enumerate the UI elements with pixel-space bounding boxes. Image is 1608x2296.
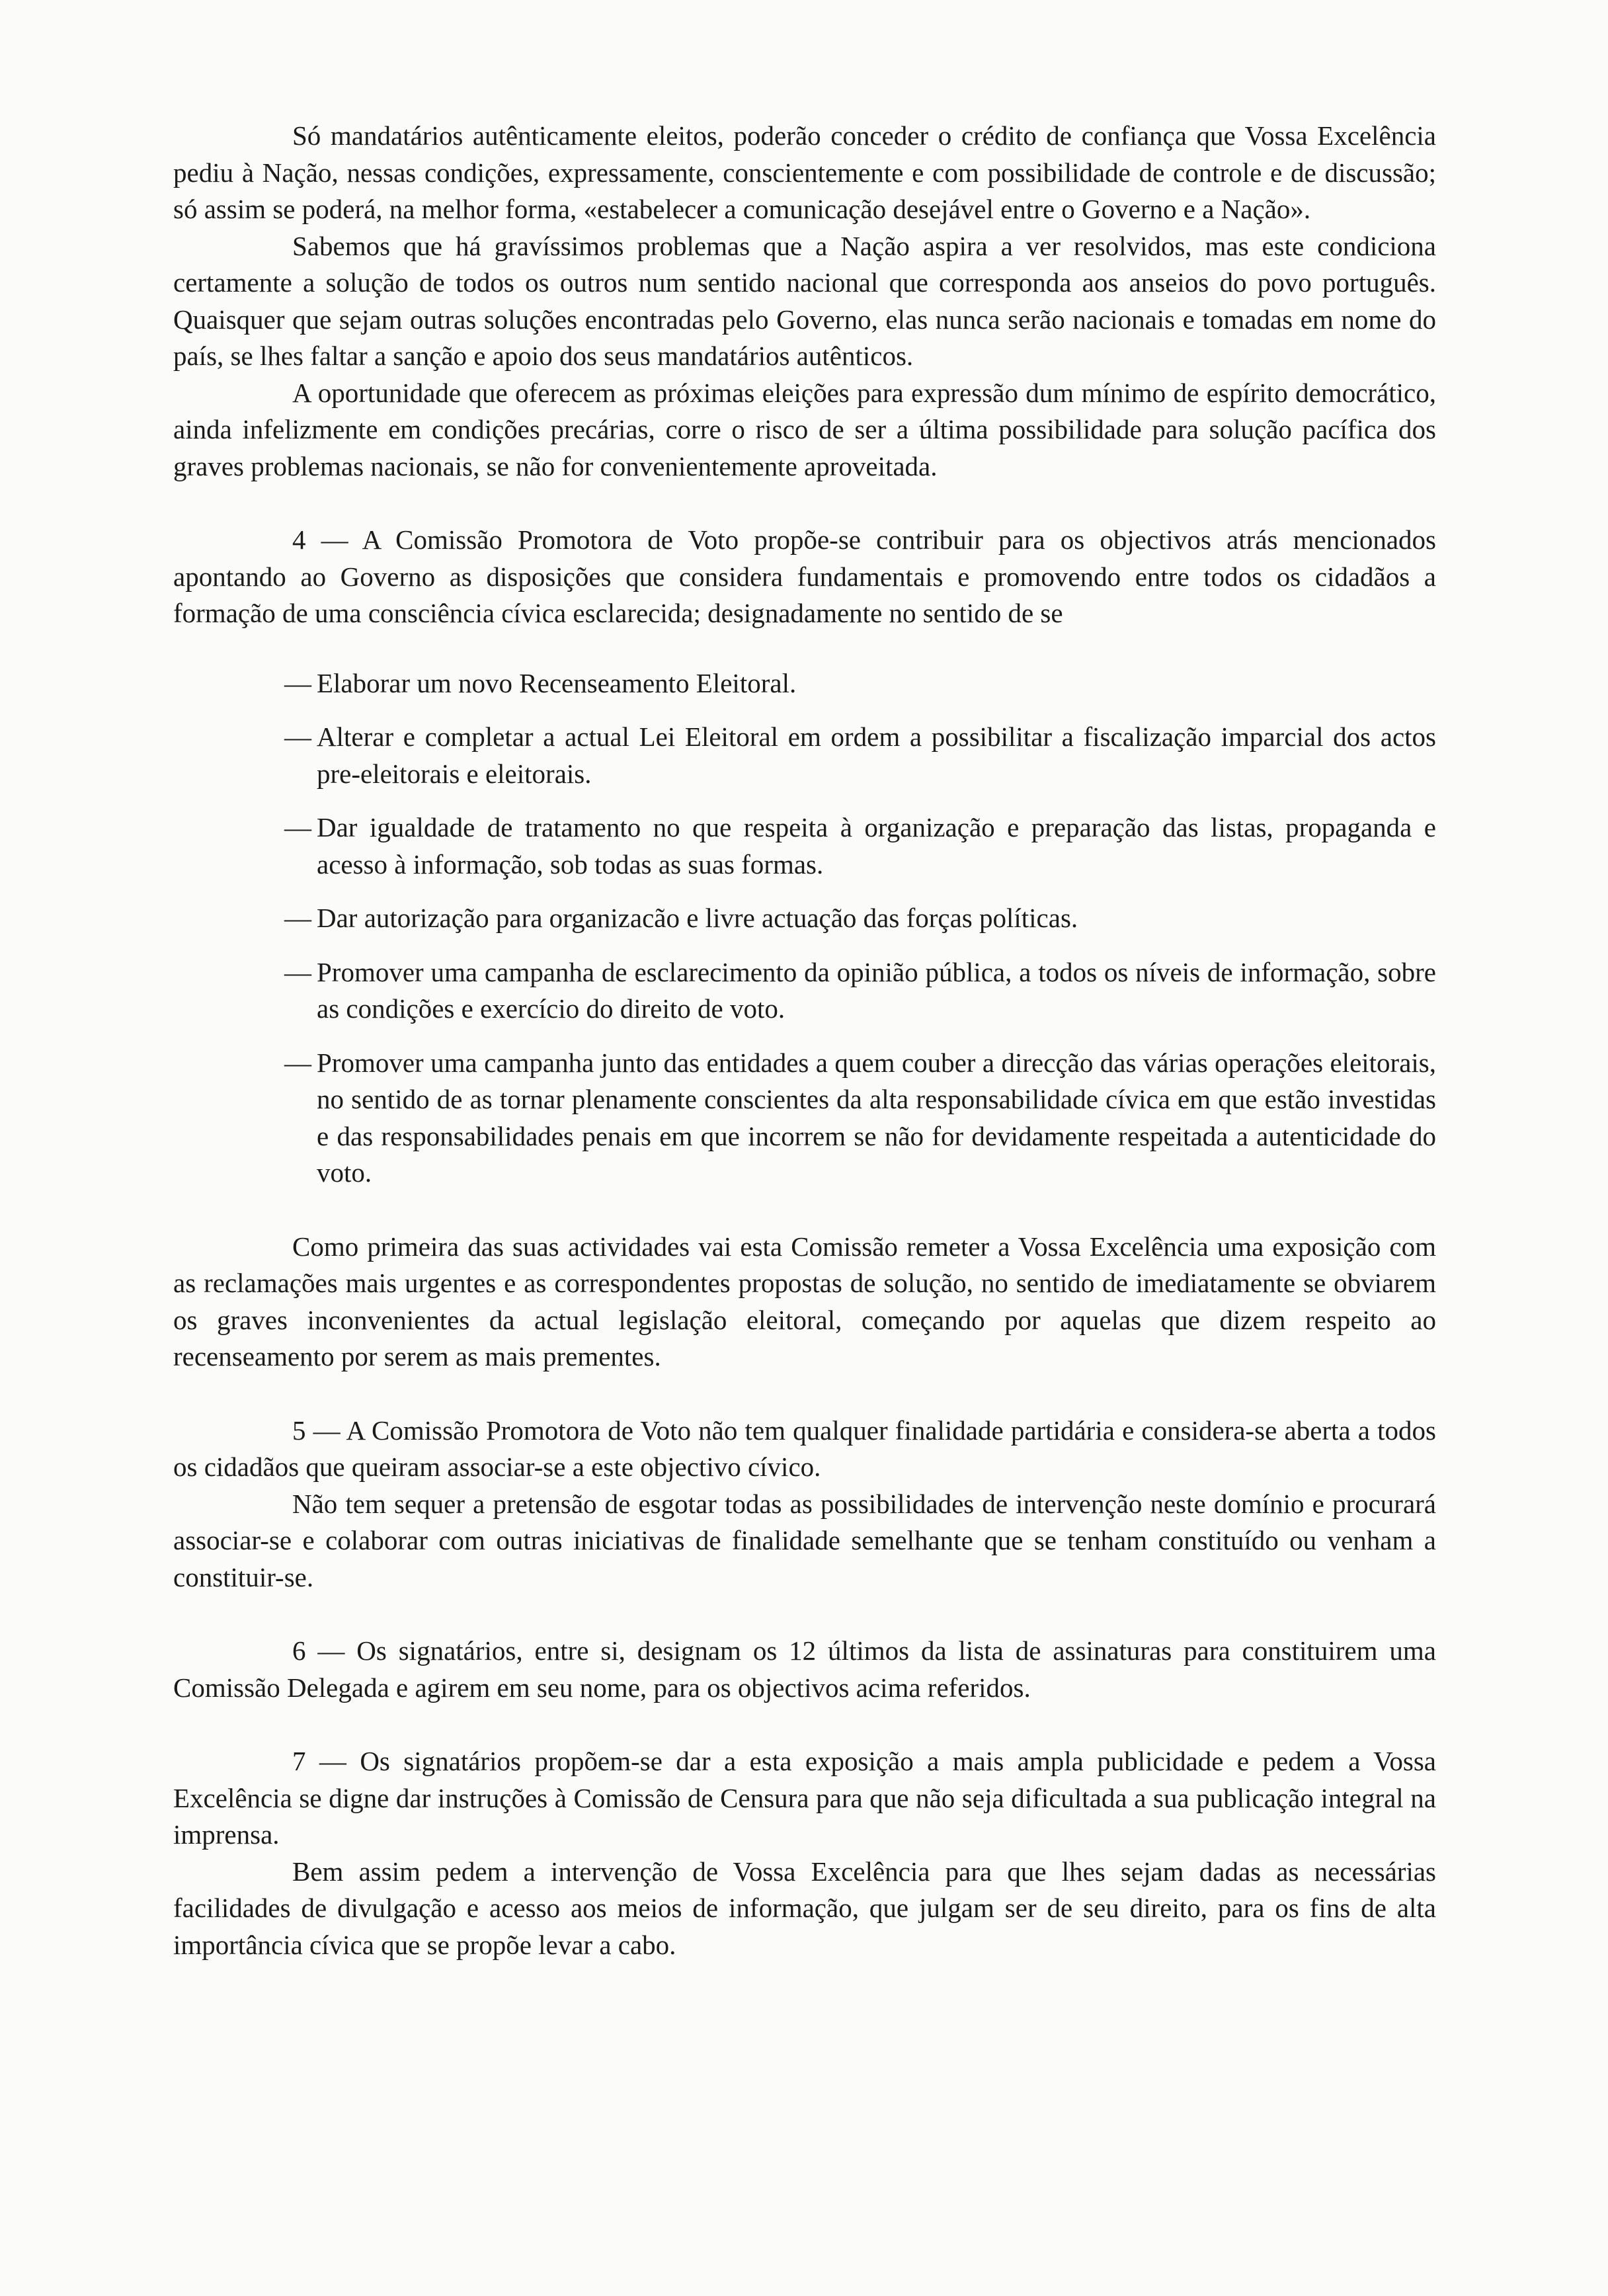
list-item [284, 719, 1436, 792]
list-item [284, 900, 1436, 937]
section-7-paragraph: Bem assim pedem a intervenção de Vossa Excelência para que lhes sejam dadas as necessárias facilidades de divulgação e acesso aos meios de informação, que julgam ser de seu direito, para os fins de alta importância cívica que se propõe levar a cabo. [173, 1856, 1436, 1960]
section-6-paragraph: 6 — Os signatários, entre si, designam os 12 últimos da lista de assinaturas para constituirem uma Comissão Delegada e agirem em seu nome, para os objectivos acima referidos. [173, 1635, 1436, 1703]
paragraph-oportunidade: A oportunidade que oferecem as próximas eleições para expressão dum mínimo de espírito democrático, ainda infelizmente em condições precárias, corre o risco de ser a última possibilidade para solução pacífica dos graves problemas nacionais, se não for convenientemente aproveitada. [173, 377, 1436, 481]
list-item-text: Promover uma campanha junto das entidades a quem couber a direcção das várias operações eleitorais, no sentido de as tornar plenamente conscientes da alta responsabilidade cívica em que estão investidas e das responsabilidades penais em que incorrem se não for devidamente respeitada a autenticidade do voto. [317, 1047, 1436, 1188]
list-dash: — [284, 667, 311, 698]
list-dash: — [284, 1047, 311, 1078]
document-body [173, 118, 1436, 1963]
list-item-text: Alterar e completar a actual Lei Eleitoral em ordem a possibilitar a fiscalização imparcial dos actos pre-eleitorais e eleitorais. [317, 721, 1436, 789]
list-dash: — [284, 903, 311, 933]
list-dash: — [284, 812, 311, 842]
section-4-intro: 4 — A Comissão Promotora de Voto propõe-se contribuir para os objectivos atrás mencionados apontando ao Governo as disposições que considera fundamentais e promovendo entre todos os cidadãos a formação de uma consciência cívica esclarecida; designadamente no sentido de se [173, 524, 1436, 628]
section-5-paragraph: 5 — A Comissão Promotora de Voto não tem qualquer finalidade partidária e considera-se aberta a todos os cidadãos que queiram associar-se a este objectivo cívico. [173, 1414, 1436, 1482]
list-item-text: Dar igualdade de tratamento no que respeita à organização e preparação das listas, propaganda e acesso à informação, sob todas as suas formas. [317, 812, 1436, 880]
paragraph-primeira-actividade: Como primeira das suas actividades vai esta Comissão remeter a Vossa Excelência uma exposição com as reclamações mais urgentes e as correspondentes propostas de solução, no sentido de imediatamente se obviarem os graves inconvenientes da actual legislação eleitoral, começando por aquelas que dizem respeito ao recenseamento por serem as mais prementes. [173, 1231, 1436, 1372]
list-item-text: Dar autorização para organizacão e livre actuação das forças políticas. [317, 903, 1078, 933]
list-item-text: Promover uma campanha de esclarecimento da opinião pública, a todos os níveis de informação, sobre as condições e exercício do direito de voto. [317, 956, 1436, 1024]
provisions-list [173, 665, 1436, 1192]
list-dash: — [284, 721, 311, 752]
list-item-text: Elaborar um novo Recenseamento Eleitoral. [317, 667, 797, 698]
section-5-paragraph: Não tem sequer a pretensão de esgotar todas as possibilidades de intervenção neste domínio e procurará associar-se e colaborar com outras iniciativas de finalidade semelhante que se tenham constituído ou venham a constituir-se. [173, 1488, 1436, 1592]
list-item [284, 665, 1436, 702]
paragraph-mandatarios: Só mandatários autênticamente eleitos, poderão conceder o crédito de confiança que Vossa Excelência pediu à Nação, nessas condições, expressamente, conscientemente e com possibilidade de controle e de discussão; só assim se poderá, na melhor forma, «estabelecer a comunicação desejável entre o Governo e a Nação». [173, 120, 1436, 224]
paragraph-problemas: Sabemos que há gravíssimos problemas que a Nação aspira a ver resolvidos, mas este condiciona certamente a solução de todos os outros num sentido nacional que corresponda aos anseios do povo português. Quaisquer que sejam outras soluções encontradas pelo Governo, elas nunca serão nacionais e tomadas em nome do país, se lhes faltar a sanção e apoio dos seus mandatários autênticos. [173, 230, 1436, 371]
list-dash: — [284, 956, 311, 987]
list-item [284, 954, 1436, 1028]
list-item [284, 1045, 1436, 1192]
list-item [284, 809, 1436, 883]
section-7-paragraph: 7 — Os signatários propõem-se dar a esta exposição a mais ampla publicidade e pedem a Vossa Excelência se digne dar instruções à Comissão de Censura para que não seja dificultada a sua publicação integral na imprensa. [173, 1746, 1436, 1850]
